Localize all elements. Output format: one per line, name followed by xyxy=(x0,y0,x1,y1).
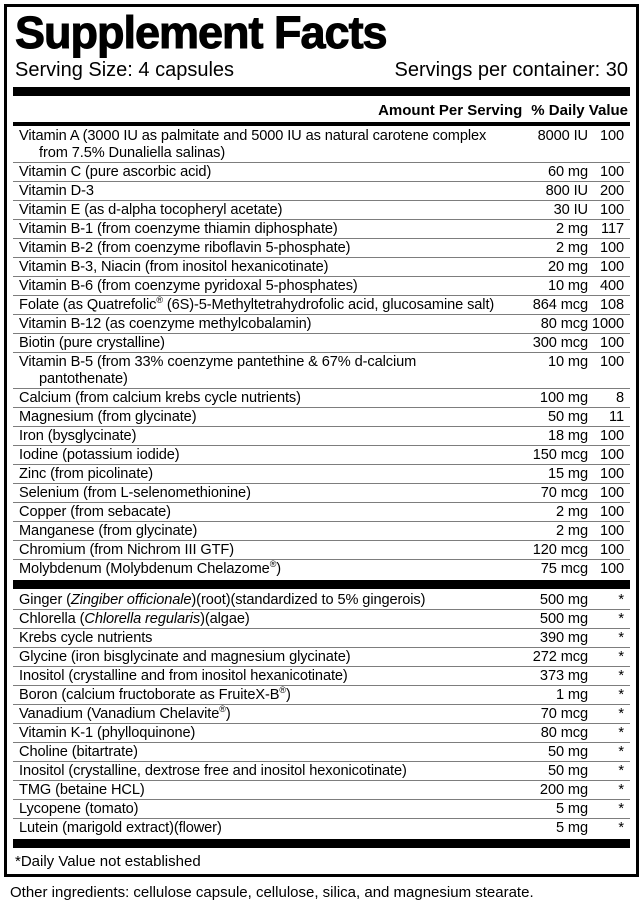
nutrient-amount: 500 mg xyxy=(539,591,588,608)
nutrient-name-text: Lycopene (tomato) xyxy=(19,800,139,817)
nutrient-row xyxy=(13,163,630,182)
nutrient-row xyxy=(13,819,630,837)
nutrient-daily-value: * xyxy=(618,610,624,627)
nutrient-daily-value: * xyxy=(618,800,624,817)
botanical-name: Chlorella regularis xyxy=(84,610,201,627)
nutrient-row xyxy=(13,724,630,743)
nutrient-name-text: Vitamin B-12 (as coenzyme methylcobalamin) xyxy=(19,315,312,332)
nutrient-name-text: Chromium (from Nichrom III GTF) xyxy=(19,541,235,558)
nutrient-name-text: Boron (calcium fructoborate as FruiteX-B xyxy=(19,686,280,703)
nutrient-name xyxy=(13,316,508,333)
nutrient-name-text: Folate (as Quatrefolic xyxy=(19,296,157,313)
nutrient-name xyxy=(13,409,508,426)
nutrient-name-text: Magnesium (from glycinate) xyxy=(19,408,197,425)
nutrient-amount: 390 mg xyxy=(539,629,588,646)
nutrient-name-text: Vitamin K-1 (phylloquinone) xyxy=(19,724,196,741)
nutrient-daily-value: 1000 xyxy=(591,315,624,332)
nutrient-daily-value: 400 xyxy=(599,277,624,294)
nutrient-name-text: Vitamin B-2 (from coenzyme riboflavin 5-phosphate) xyxy=(19,239,351,256)
serving-info xyxy=(13,58,630,85)
nutrient-row xyxy=(13,201,630,220)
nutrient-name-text: Iodine (potassium iodide) xyxy=(19,446,180,463)
nutrient-daily-value: 108 xyxy=(599,296,624,313)
nutrient-amount: 272 mcg xyxy=(532,648,588,665)
nutrient-amount: 10 mg xyxy=(547,277,588,294)
nutrient-amount: 864 mcg xyxy=(532,296,588,313)
nutrient-daily-value: 100 xyxy=(599,239,624,256)
nutrient-name xyxy=(13,820,508,837)
nutrient-name xyxy=(13,466,508,483)
section-divider-bar xyxy=(13,580,630,589)
registered-trademark-symbol: ® xyxy=(219,703,226,714)
nutrient-row xyxy=(13,522,630,541)
nutrient-name xyxy=(13,354,508,388)
nutrient-name xyxy=(13,558,508,578)
nutrient-name xyxy=(13,611,508,628)
nutrient-name xyxy=(13,447,508,464)
other-ingredients: Other ingredients: cellulose capsule, cellulose, silica, and magnesium stearate. xyxy=(10,883,534,901)
label-title: Supplement Facts xyxy=(15,7,387,58)
nutrient-amount: 5 mg xyxy=(555,800,588,817)
nutrient-amount: 75 mcg xyxy=(540,560,588,577)
nutrient-name xyxy=(13,542,508,559)
nutrient-row xyxy=(13,389,630,408)
nutrient-name xyxy=(13,504,508,521)
nutrient-name xyxy=(13,485,508,502)
nutrient-row xyxy=(13,781,630,800)
nutrient-daily-value: 100 xyxy=(599,201,624,218)
nutrient-name xyxy=(13,335,508,352)
nutrient-amount: 50 mg xyxy=(547,762,588,779)
nutrient-amount: 80 mcg xyxy=(540,724,588,741)
nutrient-row xyxy=(13,296,630,315)
nutrient-row xyxy=(13,408,630,427)
daily-value-footnote: *Daily Value not established xyxy=(15,852,201,870)
nutrient-daily-value: 100 xyxy=(599,446,624,463)
nutrient-amount: 30 IU xyxy=(553,201,588,218)
nutrient-name xyxy=(13,630,508,647)
nutrient-row xyxy=(13,446,630,465)
nutrient-name-text: Vitamin B-3, Niacin (from inositol hexanicotinate) xyxy=(19,258,329,275)
nutrient-name-text: ) xyxy=(276,560,281,577)
nutrient-daily-value: * xyxy=(618,762,624,779)
nutrient-daily-value: 100 xyxy=(599,503,624,520)
nutrient-row xyxy=(13,705,630,724)
nutrient-name-text: Vitamin C (pure ascorbic acid) xyxy=(19,163,212,180)
registered-trademark-symbol: ® xyxy=(279,684,286,695)
nutrient-daily-value: * xyxy=(618,743,624,760)
nutrient-daily-value: 100 xyxy=(599,560,624,577)
nutrient-name-text: Zinc (from picolinate) xyxy=(19,465,154,482)
nutrient-row xyxy=(13,427,630,446)
nutrient-row xyxy=(13,315,630,334)
nutrient-daily-value: 100 xyxy=(599,127,624,144)
nutrient-name xyxy=(13,428,508,445)
section-divider-bar xyxy=(13,839,630,848)
nutrient-amount: 1 mg xyxy=(555,686,588,703)
nutrient-name xyxy=(13,763,508,780)
nutrient-name-text: Krebs cycle nutrients xyxy=(19,629,153,646)
nutrient-row xyxy=(13,610,630,629)
nutrient-name-text: Glycine (iron bisglycinate and magnesium glycinate) xyxy=(19,648,351,665)
nutrient-daily-value: * xyxy=(618,724,624,741)
nutrient-amount: 70 mcg xyxy=(540,705,588,722)
other-nutrients-section xyxy=(13,591,630,837)
nutrient-row xyxy=(13,277,630,296)
amount-per-serving-header: Amount Per Serving xyxy=(378,101,523,119)
nutrient-row xyxy=(13,484,630,503)
nutrient-name-text: Biotin (pure crystalline) xyxy=(19,334,165,351)
nutrient-row xyxy=(13,648,630,667)
nutrient-row xyxy=(13,182,630,201)
nutrient-name xyxy=(13,128,508,162)
nutrient-daily-value: 200 xyxy=(599,182,624,199)
nutrient-name-text: Inositol (crystalline, dextrose free and inositol hexonicotinate) xyxy=(19,762,407,779)
nutrient-amount: 2 mg xyxy=(555,503,588,520)
nutrient-name-text: Copper (from sebacate) xyxy=(19,503,171,520)
nutrient-amount: 2 mg xyxy=(555,220,588,237)
nutrient-amount: 60 mg xyxy=(547,163,588,180)
nutrient-daily-value: * xyxy=(618,667,624,684)
nutrient-name xyxy=(13,523,508,540)
nutrient-daily-value: 100 xyxy=(599,353,624,370)
nutrient-amount: 120 mcg xyxy=(532,541,588,558)
nutrient-row xyxy=(13,629,630,648)
nutrient-name-text: Lutein (marigold extract)(flower) xyxy=(19,819,222,836)
nutrient-daily-value: 100 xyxy=(599,258,624,275)
nutrient-daily-value: 117 xyxy=(601,220,624,237)
registered-trademark-symbol: ® xyxy=(269,558,277,569)
nutrient-name xyxy=(13,240,508,257)
nutrient-row xyxy=(13,560,630,578)
nutrient-name xyxy=(13,782,508,799)
nutrient-name-text: Calcium (from calcium krebs cycle nutrients) xyxy=(19,389,301,406)
nutrient-row xyxy=(13,239,630,258)
nutrient-name xyxy=(13,202,508,219)
nutrient-amount: 200 mg xyxy=(539,781,588,798)
vitamins-minerals-section xyxy=(13,127,630,578)
nutrient-daily-value: 100 xyxy=(599,541,624,558)
nutrient-name xyxy=(13,684,508,704)
section-divider-bar xyxy=(13,87,630,96)
nutrient-daily-value: 100 xyxy=(599,465,624,482)
nutrient-name-text: Molybdenum (Molybdenum Chelazome xyxy=(19,560,270,577)
nutrient-daily-value: * xyxy=(618,781,624,798)
nutrient-amount: 80 mcg xyxy=(540,315,588,332)
nutrient-name xyxy=(13,294,508,314)
nutrient-amount: 800 IU xyxy=(545,182,588,199)
nutrient-name xyxy=(13,164,508,181)
nutrient-name-text: (6S)-5-Methyltetrahydrofolic acid, glucosamine salt) xyxy=(162,296,495,313)
nutrient-amount: 100 mg xyxy=(539,389,588,406)
nutrient-name-text: Iron (bysglycinate) xyxy=(19,427,137,444)
nutrient-row xyxy=(13,258,630,277)
nutrient-amount: 5 mg xyxy=(555,819,588,836)
nutrient-name-text: )(algae) xyxy=(200,610,250,627)
nutrient-name xyxy=(13,221,508,238)
nutrient-name-text: Vitamin B-5 (from 33% coenzyme pantethine & 67% d-calcium pantothenate) xyxy=(19,353,417,387)
registered-trademark-symbol: ® xyxy=(156,294,163,305)
nutrient-daily-value: * xyxy=(618,591,624,608)
nutrient-row xyxy=(13,334,630,353)
nutrient-name xyxy=(13,390,508,407)
nutrient-amount: 150 mcg xyxy=(532,446,588,463)
percent-daily-value-header: % Daily Value xyxy=(531,101,628,119)
nutrient-name-text: Choline (bitartrate) xyxy=(19,743,138,760)
nutrient-amount: 300 mcg xyxy=(532,334,588,351)
nutrient-name-text: Vitamin A (3000 IU as palmitate and 5000 IU as natural carotene complex from 7.5% Dunaliella salinas) xyxy=(19,127,487,161)
nutrient-daily-value: * xyxy=(618,648,624,665)
nutrient-row xyxy=(13,541,630,560)
nutrient-row xyxy=(13,800,630,819)
nutrient-name-text: )(root)(standardized to 5% gingerois) xyxy=(191,591,426,608)
nutrient-amount: 2 mg xyxy=(555,522,588,539)
nutrient-amount: 8000 IU xyxy=(537,127,588,144)
nutrient-daily-value: 100 xyxy=(599,522,624,539)
nutrient-name-text: Inositol (crystalline and from inositol hexanicotinate) xyxy=(19,667,348,684)
nutrient-daily-value: * xyxy=(618,686,624,703)
nutrient-row xyxy=(13,762,630,781)
serving-size: Serving Size: 4 capsules xyxy=(15,58,235,81)
nutrient-name-text: Chlorella ( xyxy=(19,610,85,627)
nutrient-row xyxy=(13,743,630,762)
nutrient-row xyxy=(13,667,630,686)
nutrient-name-text: Vitamin B-1 (from coenzyme thiamin diphosphate) xyxy=(19,220,338,237)
nutrient-row xyxy=(13,591,630,610)
nutrient-name-text: Vanadium (Vanadium Chelavite xyxy=(19,705,220,722)
nutrient-daily-value: * xyxy=(618,705,624,722)
nutrient-row xyxy=(13,353,630,389)
nutrient-amount: 10 mg xyxy=(547,353,588,370)
nutrient-name xyxy=(13,183,508,200)
nutrient-name xyxy=(13,592,508,609)
nutrient-daily-value: 100 xyxy=(599,163,624,180)
botanical-name: Zingiber officionale xyxy=(70,591,192,608)
nutrient-daily-value: * xyxy=(618,629,624,646)
header-rule xyxy=(13,122,630,126)
nutrient-name xyxy=(13,703,508,723)
nutrient-name-text: Selenium (from L-selenomethionine) xyxy=(19,484,251,501)
servings-per-container: Servings per container: 30 xyxy=(394,58,628,81)
nutrient-name-text: Vitamin E (as d-alpha tocopheryl acetate) xyxy=(19,201,283,218)
nutrient-name xyxy=(13,259,508,276)
nutrient-row xyxy=(13,686,630,705)
nutrient-row xyxy=(13,127,630,163)
nutrient-name xyxy=(13,801,508,818)
nutrient-daily-value: 100 xyxy=(599,334,624,351)
nutrient-amount: 50 mg xyxy=(547,408,588,425)
nutrient-name xyxy=(13,725,508,742)
nutrient-amount: 70 mcg xyxy=(540,484,588,501)
nutrient-amount: 20 mg xyxy=(547,258,588,275)
nutrient-name xyxy=(13,278,508,295)
nutrient-amount: 50 mg xyxy=(547,743,588,760)
column-headers xyxy=(13,98,630,122)
nutrient-name xyxy=(13,668,508,685)
nutrient-name-text: ) xyxy=(225,705,231,722)
nutrient-name xyxy=(13,649,508,666)
nutrient-amount: 18 mg xyxy=(547,427,588,444)
nutrient-name xyxy=(13,744,508,761)
nutrient-name-text: Vitamin B-6 (from coenzyme pyridoxal 5-phosphates) xyxy=(19,277,358,294)
nutrient-amount: 373 mg xyxy=(539,667,588,684)
nutrient-row xyxy=(13,465,630,484)
nutrient-daily-value: 11 xyxy=(609,408,624,425)
nutrient-amount: 15 mg xyxy=(547,465,588,482)
nutrient-name-text: TMG (betaine HCL) xyxy=(19,781,145,798)
nutrient-name-text: ) xyxy=(285,686,291,703)
nutrient-row xyxy=(13,503,630,522)
nutrient-daily-value: * xyxy=(618,819,624,836)
supplement-facts-label xyxy=(4,4,639,877)
nutrient-name-text: Ginger ( xyxy=(19,591,71,608)
nutrient-name-text: Vitamin D-3 xyxy=(19,182,94,199)
nutrient-name-text: Manganese (from glycinate) xyxy=(19,522,198,539)
nutrient-daily-value: 8 xyxy=(615,389,624,406)
nutrient-daily-value: 100 xyxy=(599,484,624,501)
nutrient-daily-value: 100 xyxy=(599,427,624,444)
nutrient-amount: 500 mg xyxy=(539,610,588,627)
nutrient-row xyxy=(13,220,630,239)
nutrient-amount: 2 mg xyxy=(555,239,588,256)
